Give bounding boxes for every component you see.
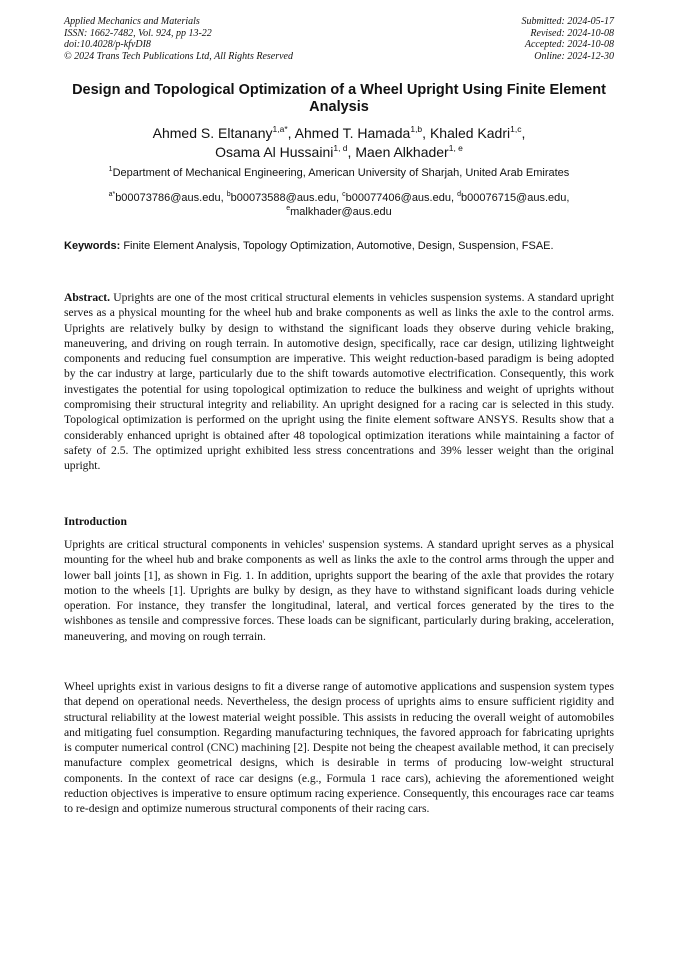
abstract-text: Uprights are one of the most critical structural elements in vehicles suspension systems. A standard upright serves as a physical mounting for the wheel hub and brake components as well as links the axle to the control arms. Uprights are relatively bulky by design to withstand the significant loads they observe during vehicle braking, maneuvering, and driving on rough terrain. In automotive design, specifically, race car design, utilizing lightweight components and reducing fuel consumption are imperative. This weight reduction-based paradigm is being adopted by the car industry at large, particularly due to the shift towards automotive electrification. Consequently, this work investigates the potential for using topological optimization to reduce the bulkiness and weight of uprights without compromising their structural integrity and reliability. An upright designed for a racing car is selected in this study. Topological optimization is performed on the upright using the finite element software ANSYS. Results show that a considerably enhanced upright is obtained after 48 topological optimization iterations while maintaining a factor of safety of 2.5. The optimized upright exhibited less stress concentrations and 39% lesser weight than the original upright.: [64, 291, 614, 473]
author-affil-mark: 1, e: [448, 143, 463, 153]
keywords: [64, 239, 614, 253]
author-name: Ahmed S. Eltanany: [152, 125, 273, 141]
email-link[interactable]: b00076715@aus.edu: [461, 192, 567, 204]
email-link[interactable]: malkhader@aus.edu: [290, 206, 392, 218]
email-mark: d: [457, 191, 461, 198]
email-list: $^{a*}$b00073786@aus.edu, $^b$b00073588@aus.edu, $^c$b00077406@aus.edu, $^d$b00076715@aus.edu, $^e$malkhader@aus.edu: [108, 191, 570, 218]
author-name: Osama Al Hussaini: [215, 144, 334, 160]
email-link[interactable]: b00073786@aus.edu: [115, 192, 221, 204]
date-submitted: Submitted: 2024-05-17: [521, 16, 614, 27]
author-affil-mark: 1,a*: [272, 124, 288, 134]
author-list: Ahmed S. Eltanany$^{1,a*}$, Ahmed T. Hamada$^{1,b}$, Khaled Kadri$^{1,c}$, Osama Al Hussaini$^{1, d}$, Maen Alkhader$^{1, e}$: [152, 124, 526, 160]
author-affil-mark: 1,b: [410, 124, 423, 134]
abstract: [64, 290, 614, 474]
author-affil-mark: 1, d: [333, 143, 348, 153]
paper-title: Design and Topological Optimization of a Wheel Upright Using Finite Element Analysis: [72, 82, 606, 115]
affiliation-text: Department of Mechanical Engineering, American University of Sharjah, United Arab Emirates: [112, 167, 570, 179]
email-mark: c: [342, 191, 346, 198]
intro-paragraph-1: Uprights are critical structural components in vehicles' suspension systems. A standard upright serves as a physical mounting for the wheel hub and brake components as well as links the axle to the control arms through the upper and lower ball joints [1], as shown in Fig. 1. In addition, uprights support the bearing of the axle that provides the rotary motion to the wheels [1]. Uprights are bulky by design, as they have to withstand significant loads during vehicle operation. For instance, they transfer the longitudinal, lateral, and vertical forces generated by the tires to the wishbones as tensile and compressive forces. These loads can be significant, particularly during braking, acceleration, maneuvering, and moving on rough terrain.: [64, 538, 614, 643]
journal-doi[interactable]: doi:10.4028/p-kfvDI8: [64, 39, 151, 51]
affiliation: [64, 167, 614, 180]
date-online: Online: 2024-12-30: [534, 50, 614, 62]
intro-paragraph-2: Wheel uprights exist in various designs to fit a diverse range of automotive applications and suspension system types that depend on operational needs. Nevertheless, the design process of uprights aims to ensure sufficient rigidity and structural reliability at the lowest material weight possible. This assists in reducing the overall weight of automobiles and mitigating fuel consumption. Regarding manufacturing techniques, the favored approach for fabricating uprights is computer numerical control (CNC) machining [2]. Despite not being the cheapest available method, it can precisely manufacture complex geometrical designs, which is desirable in terms of producing low-weight structural components. In the context of race car designs (e.g., Formula 1 race cars), achieving the aforementioned weight reduction objectives is imperative to ensure optimum racing experience. Consequently, this encourages race car teams to re-design and optimize numerous structural components of their racing cars.: [64, 680, 614, 816]
email-link[interactable]: b00077406@aus.edu: [345, 192, 451, 204]
journal-info: [64, 16, 293, 62]
author-name: Maen Alkhader: [355, 144, 449, 160]
journal-issn: ISSN: 1662-7482, Vol. 924, pp 13-22: [64, 27, 212, 39]
email-link[interactable]: b00073588@aus.edu: [230, 192, 336, 204]
journal-copyright: © 2024 Trans Tech Publications Ltd, All Rights Reserved: [64, 50, 293, 62]
email-mark: b: [226, 191, 231, 198]
affiliation-mark: 1: [108, 166, 113, 173]
date-accepted: Accepted: 2024-10-08: [524, 39, 614, 51]
author-name: Ahmed T. Hamada: [294, 125, 411, 141]
author-affil-mark: 1,c: [510, 124, 522, 134]
keywords-text: Finite Element Analysis, Topology Optimization, Automotive, Design, Suspension, FSAE.: [123, 240, 554, 252]
submission-dates: [522, 16, 615, 62]
author-name: Khaled Kadri: [429, 125, 511, 141]
date-revised: Revised: 2024-10-08: [530, 27, 614, 39]
journal-name: Applied Mechanics and Materials: [64, 16, 200, 27]
section-heading-introduction: Introduction: [64, 515, 127, 528]
email-mark: a*: [108, 191, 116, 198]
keywords-label: Keywords:: [64, 240, 121, 252]
abstract-label: Abstract.: [64, 291, 111, 304]
email-mark: e: [286, 205, 291, 212]
